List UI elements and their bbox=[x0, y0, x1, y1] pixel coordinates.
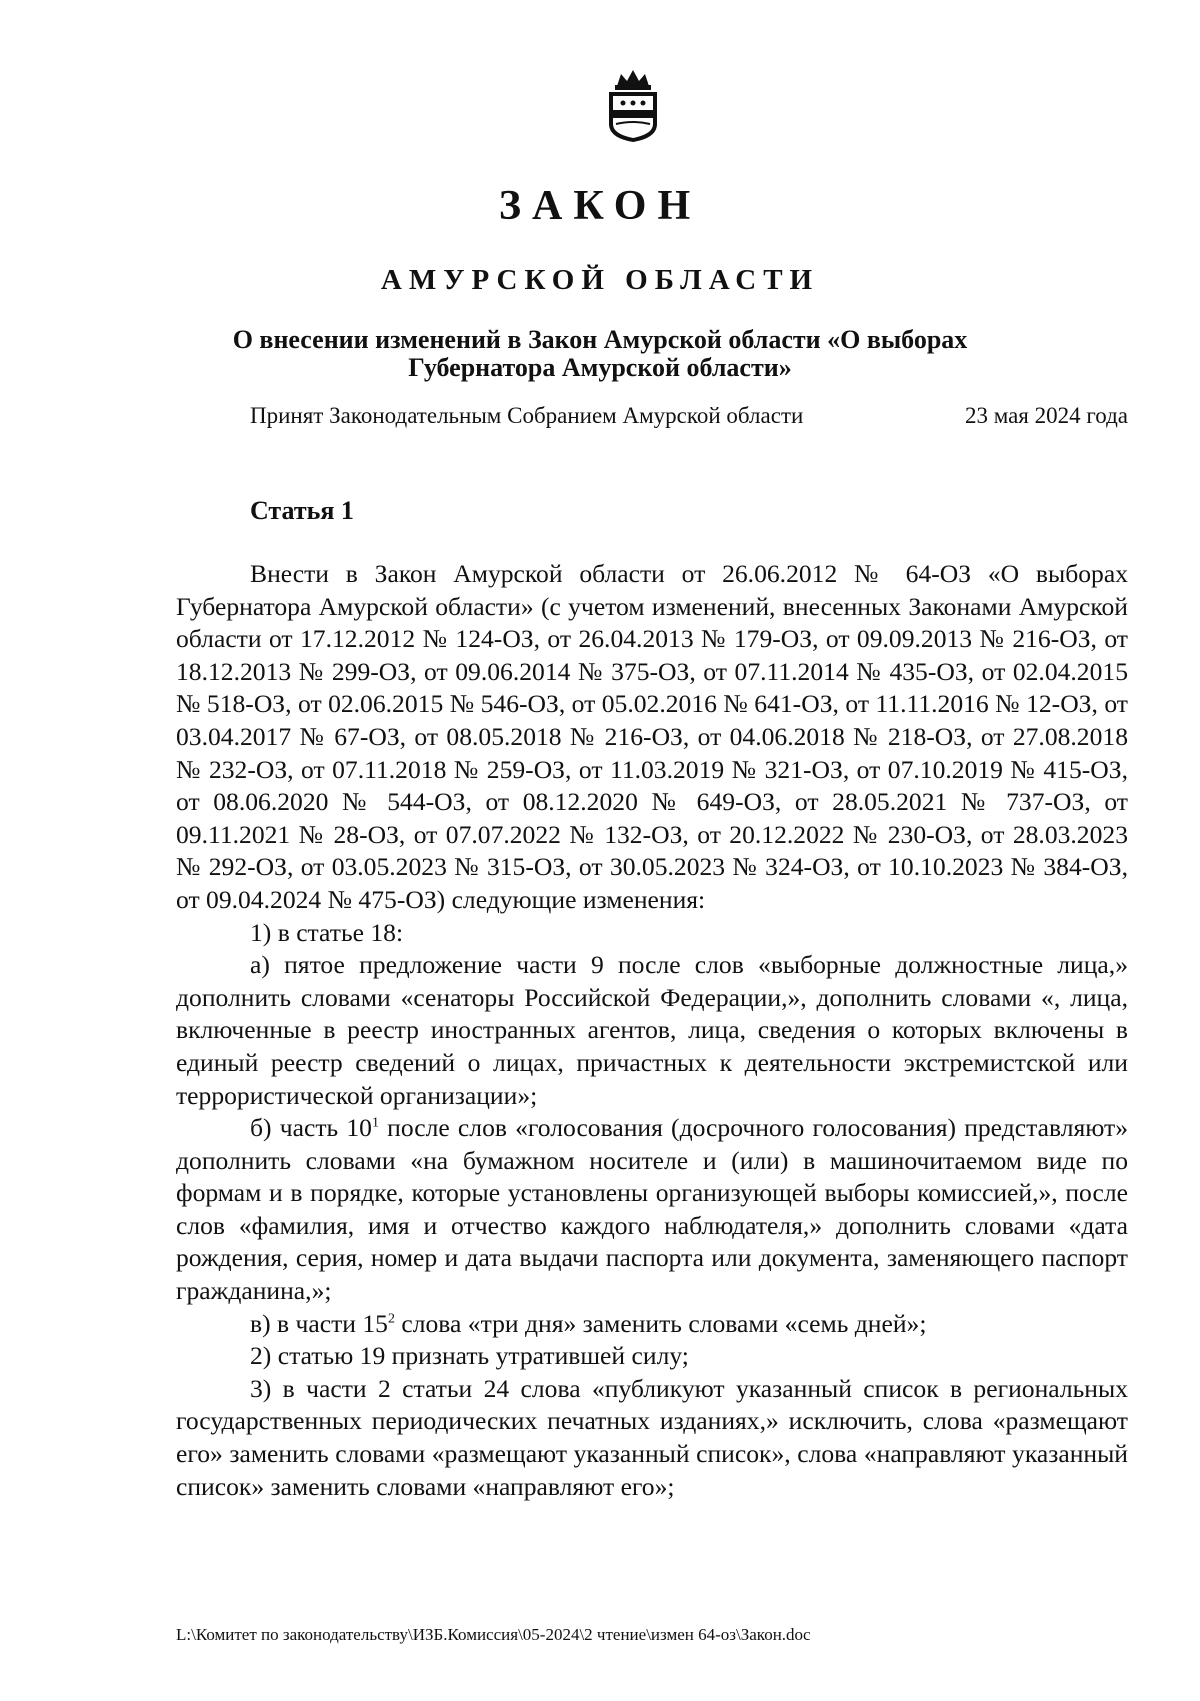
list-item: 2) статью 19 признать утратившей силу; bbox=[250, 1341, 689, 1371]
adopted-date: 23 мая 2024 года bbox=[964, 403, 1128, 428]
item-text: после слов «голосования (досрочного голосования) представляют» дополнить словами «на бумажном носителе и (или) в машиночитаемом виде по формам и в порядке, которые установлены организующей выборы комиссией,», после слов «фамилия, имя и отчество каждого наблюдателя,» дополнить словами «дата рождения, серия, номер и дата выдачи паспорта или документа, заменяющего паспорт гражданина,»; bbox=[176, 1113, 1128, 1306]
region-heading: АМУРСКОЙ ОБЛАСТИ bbox=[380, 264, 820, 296]
item-text: б) часть 10 bbox=[250, 1113, 372, 1143]
adoption-line bbox=[250, 403, 1128, 429]
item-text: в) в части 15 bbox=[250, 1308, 388, 1338]
list-item: 1) в статье 18: bbox=[250, 917, 404, 947]
article-title: Статья 1 bbox=[250, 496, 354, 525]
list-item bbox=[176, 1308, 1128, 1341]
superscript: 2 bbox=[387, 1311, 395, 1327]
law-subject-line-1: О внесении изменений в Закон Амурской области «О выборах bbox=[232, 325, 968, 354]
list-item: 3) в части 2 статьи 24 слова «публикуют указанный список в региональных государственных периодических печатных изданиях,» исключить, слова «размещают его» заменить словами «размещают указанный список», слова «направляют указанный список» заменить словами «направляют его»; bbox=[176, 1373, 1128, 1501]
law-subject-line-2: Губернатора Амурской области» bbox=[408, 353, 792, 382]
law-subject-title bbox=[0, 326, 1200, 382]
amur-region-coat-of-arms-icon bbox=[603, 66, 663, 144]
law-heading: ЗАКОН bbox=[498, 183, 702, 229]
item-text: слова «три дня» заменить словами «семь дней»; bbox=[394, 1308, 927, 1338]
item-text: а) пятое предложение части 9 после слов «выборные должностные лица,» дополнить словами «сенаторы Российской Федерации,», дополнить словами «, лица, включенные в реестр иностранных агентов, лица, сведения о которых включены в единый реестр сведений о лицах, причастных к деятельности экстремистской или террористической организации»; bbox=[176, 950, 1128, 1110]
adopted-by: Принят Законодательным Собранием Амурской области bbox=[250, 403, 804, 428]
superscript: 1 bbox=[371, 1115, 379, 1131]
list-item bbox=[176, 949, 1128, 1112]
article-body bbox=[176, 558, 1128, 1503]
file-path-footer: L:\Комитет по законодательству\ИЗБ.Комиссия\05-2024\2 чтение\измен 64-оз\Закон.doc bbox=[176, 1625, 811, 1644]
intro-paragraph: Внести в Закон Амурской области от 26.06.2012 № 64-ОЗ «О выборах Губернатора Амурской области» (с учетом изменений, внесенных Законами Амурской области от 17.12.2012 № 124-ОЗ, от 26.04.2013 № 179-ОЗ, от 09.09.2013 № 216-ОЗ, от 18.12.2013 № 299-ОЗ, от 09.06.2014 № 375-ОЗ, от 07.11.2014 № 435-ОЗ, от 02.04.2015 № 518-ОЗ, от 02.06.2015 № 546-ОЗ, от 05.02.2016 № 641-ОЗ, от 11.11.2016 № 12-ОЗ, от 03.04.2017 № 67-ОЗ, от 08.05.2018 № 216-ОЗ, от 04.06.2018 № 218-ОЗ, от 27.08.2018 № 232-ОЗ, от 07.11.2018 № 259-ОЗ, от 11.03.2019 № 321-ОЗ, от 07.10.2019 № 415-ОЗ, от 08.06.2020 № 544-ОЗ, от 08.12.2020 № 649-ОЗ, от 28.05.2021 № 737-ОЗ, от 09.11.2021 № 28-ОЗ, от 07.07.2022 № 132-ОЗ, от 20.12.2022 № 230-ОЗ, от 28.03.2023 № 292-ОЗ, от 03.05.2023 № 315-ОЗ, от 30.05.2023 № 324-ОЗ, от 10.10.2023 № 384-ОЗ, от 09.04.2024 № 475-ОЗ) следующие изменения: bbox=[176, 559, 1128, 914]
list-item bbox=[176, 1112, 1128, 1308]
